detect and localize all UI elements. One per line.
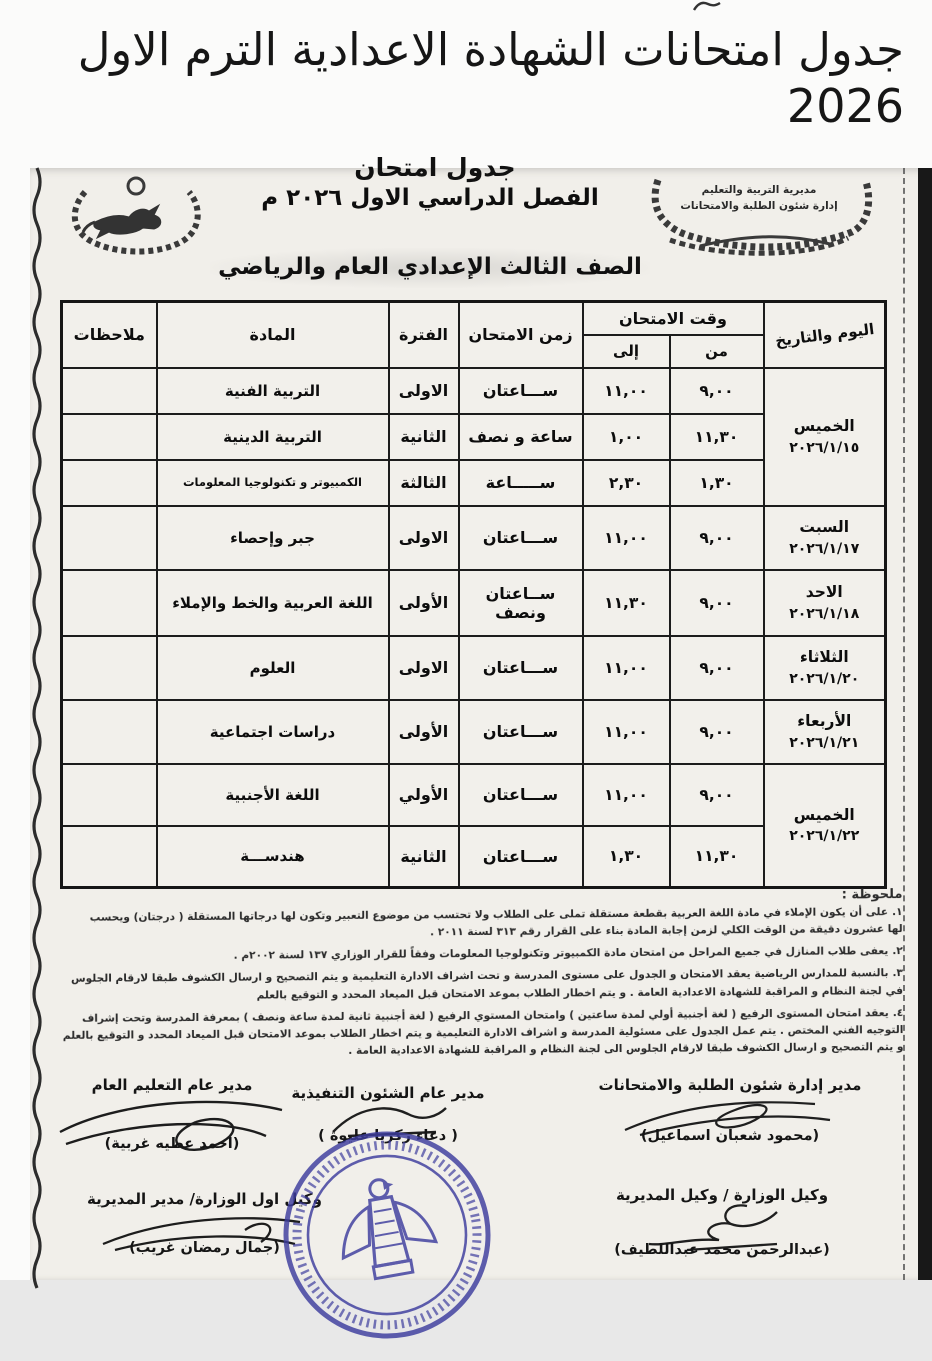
subject-cell: اللغة العربية والخط والإملاء: [157, 570, 389, 636]
exam-schedule-table: [60, 300, 887, 889]
notes-cell: [62, 414, 157, 460]
footnotes: [54, 887, 903, 1067]
ministry-logo: [640, 174, 878, 262]
col-header-from: من: [670, 335, 764, 368]
notes-cell: [62, 826, 157, 888]
term-title: الفصل الدراسي الاول ٢٠٢٦ م: [261, 185, 599, 211]
day-cell: الأربعاء ٢٠٢٦/١/٢١: [764, 700, 886, 764]
subject-cell: دراسات اجتماعية: [157, 700, 389, 764]
duration-cell: ساعة و نصف: [459, 414, 583, 460]
notes-cell: [62, 764, 157, 826]
signature-students-affairs: مدير إدارة شئون الطلبة والامتحانات (محمود شعبان اسماعيل): [598, 1076, 862, 1144]
to-cell: ١١,٠٠: [583, 700, 670, 764]
notes-cell: [62, 506, 157, 570]
ministry-name: مديرية التربية والتعليم: [701, 184, 817, 196]
from-cell: ٩,٠٠: [670, 700, 764, 764]
right-dashed-border: [903, 168, 905, 1280]
col-header-notes: ملاحظات: [62, 302, 157, 368]
footnotes-heading: ملحوظة :: [841, 887, 903, 903]
to-cell: ١١,٠٠: [583, 506, 670, 570]
official-stamp: [278, 1126, 496, 1286]
period-cell: الاولى: [389, 636, 459, 700]
notes-cell: [62, 460, 157, 506]
to-cell: ١١,٠٠: [583, 764, 670, 826]
period-cell: الاولى: [389, 506, 459, 570]
signature-first-deputy: وكيل اول الوزارة/ مدير المديرية (جمال رمضان غريب): [87, 1190, 322, 1256]
col-header-to: إلى: [583, 335, 670, 368]
duration-cell: ســـــاعة: [459, 460, 583, 506]
period-cell: الثالثة: [389, 460, 459, 506]
footnote-item: ٣.بالنسبة للمدارس الرياضية يعقد الامتحان و الجدول على مستوى المدرسة و تحت اشراف الادارة التعليمية و يتم التصحيح و ارسال الكشوف طبقا لارقام الجلوس في لجنة النظام و المراقبة للشهادة الاعدادية العامة . و يتم اخطار الطلاب بموعد الامتحان قبل الميعاد المحدد و التوقيع بالعلم: [70, 967, 904, 1002]
footnote-item: ٤.يعقد امتحان المستوى الرفيع ( لغة أجنبية أولي لمدة ساعتين ) وامتحان المستوي الرفيع ( لغة أجنبية ثانية لمدة ساعة ونصف ) بمعرفة المدرسة وتحت إشراف التوجيه الفني المختص . يتم عمل الجدول على مسئولية المدرسة و اشراف الادارة التعليمية و يتم اخطار الطلاب بموعد الامتحان قبل الميعاد المحدد و التوقيع بالعلم و يتم التصحيح و ارسال الكشوف طبقا لارقام الجلوس الى لجنة النظام و المراقبة للشهادة الاعدادية العامة .: [62, 1006, 904, 1058]
period-cell: الأولى: [389, 700, 459, 764]
duration-cell: ســاعتان ونصف: [459, 570, 583, 636]
day-cell: الخميس ٢٠٢٦/١/١٥: [764, 368, 886, 506]
notes-cell: [62, 700, 157, 764]
subject-cell: التربية الفنية: [157, 368, 389, 414]
col-header-exam-time: وقت الامتحان: [583, 302, 764, 335]
leaping-horse-icon: [55, 176, 217, 268]
subject-cell: جبر وإحصاء: [157, 506, 389, 570]
period-cell: الأولي: [389, 764, 459, 826]
footnote-item: ٢.يعفى طلاب المنازل في جميع المراحل من امتحان مادة الكمبيوتر وتكنولوجيا المعلومات وفقاً للقرار الوزاري ١٣٧ لسنة ٢٠٠٢م .: [233, 945, 903, 963]
notes-cell: [62, 368, 157, 414]
subject-cell: العلوم: [157, 636, 389, 700]
table-row: [62, 826, 886, 888]
duration-cell: ســـاعتان: [459, 506, 583, 570]
subject-cell: التربية الدينية: [157, 414, 389, 460]
governorate-logo: [55, 176, 217, 268]
signature-executive-affairs: مدير عام الشئون التنفيذية ( دعاء زكريا عليوة ): [291, 1084, 485, 1144]
signature-general-education: مدير عام التعليم العام (احمد عطيه غربية): [52, 1076, 292, 1152]
duration-cell: ســـاعتان: [459, 764, 583, 826]
day-cell: الخميس ٢٠٢٦/١/٢٢: [764, 764, 886, 888]
duration-cell: ســـاعتان: [459, 368, 583, 414]
period-cell: الاولى: [389, 368, 459, 414]
day-cell: الثلاثاء ٢٠٢٦/١/٢٠: [764, 636, 886, 700]
from-cell: ١,٣٠: [670, 460, 764, 506]
table-row: [62, 570, 886, 636]
from-cell: ١١,٣٠: [670, 414, 764, 460]
to-cell: ١١,٠٠: [583, 368, 670, 414]
caption-year: 2026: [786, 79, 904, 133]
stray-ink-mark: [692, 0, 722, 14]
to-cell: ٢,٣٠: [583, 460, 670, 506]
col-header-duration: زمن الامتحان: [459, 302, 583, 368]
from-cell: ٩,٠٠: [670, 636, 764, 700]
clipped-headline: جدول امتحان: [354, 153, 516, 182]
period-cell: الثانية: [389, 414, 459, 460]
grade-title: الصف الثالث الإعدادي العام والرياضي: [210, 248, 650, 288]
duration-cell: ســـاعتان: [459, 826, 583, 888]
col-header-subject: المادة: [157, 302, 389, 368]
table-row: [62, 414, 886, 460]
subject-cell: اللغة الأجنبية: [157, 764, 389, 826]
subject-cell: الكمبيوتر و تكنولوجيا المعلومات: [157, 460, 389, 506]
table-row: [62, 506, 886, 570]
col-header-period: الفترة: [389, 302, 459, 368]
left-zigzag-border: [30, 168, 45, 1280]
from-cell: ٩,٠٠: [670, 570, 764, 636]
to-cell: ١,٠٠: [583, 414, 670, 460]
from-cell: ٩,٠٠: [670, 368, 764, 414]
notes-cell: [62, 636, 157, 700]
caption-title: جدول امتحانات الشهادة الاعدادية الترم الاول: [77, 23, 904, 76]
right-black-strip: [918, 168, 932, 1280]
day-cell: السبت ٢٠٢٦/١/١٧: [764, 506, 886, 570]
col-header-day: اليوم والتاريخ: [764, 302, 886, 368]
table-row: [62, 460, 886, 506]
scanned-schedule-document: [30, 153, 932, 1280]
exams-administration-name: إدارة شئون الطلبة والامتحانات: [680, 200, 838, 213]
to-cell: ١,٣٠: [583, 826, 670, 888]
duration-cell: ســـاعتان: [459, 700, 583, 764]
footnote-item: ١.على أن يكون الإملاء في مادة اللغة العربية بقطعة مستقلة تملى على الطلاب ولا تحتسب من موضوع التعبير وتكون لها درجاتها المستقلة ( درجتان) ويحسب لها عشرون دقيقة من الوقت الكلي لزمن إجابة المادة بناء على القرار رقم ٣١٣ لسنة ٢٠١١ .: [89, 906, 903, 939]
eagle-seal-icon: [261, 1109, 514, 1361]
notes-cell: [62, 570, 157, 636]
duration-cell: ســـاعتان: [459, 636, 583, 700]
table-row: [62, 764, 886, 826]
subject-cell: هندســـة: [157, 826, 389, 888]
to-cell: ١١,٠٠: [583, 636, 670, 700]
signature-deputy-minister: وكيل الوزارة / وكيل المديرية (عبدالرحمن محمد عبداللطيف): [614, 1186, 830, 1258]
to-cell: ١١,٣٠: [583, 570, 670, 636]
period-cell: الثانية: [389, 826, 459, 888]
photo-caption: [20, 18, 904, 132]
from-cell: ٩,٠٠: [670, 506, 764, 570]
day-cell: الاحد ٢٠٢٦/١/١٨: [764, 570, 886, 636]
table-row: [62, 700, 886, 764]
from-cell: ٩,٠٠: [670, 764, 764, 826]
from-cell: ١١,٣٠: [670, 826, 764, 888]
table-row: [62, 368, 886, 414]
period-cell: الأولى: [389, 570, 459, 636]
table-row: [62, 636, 886, 700]
